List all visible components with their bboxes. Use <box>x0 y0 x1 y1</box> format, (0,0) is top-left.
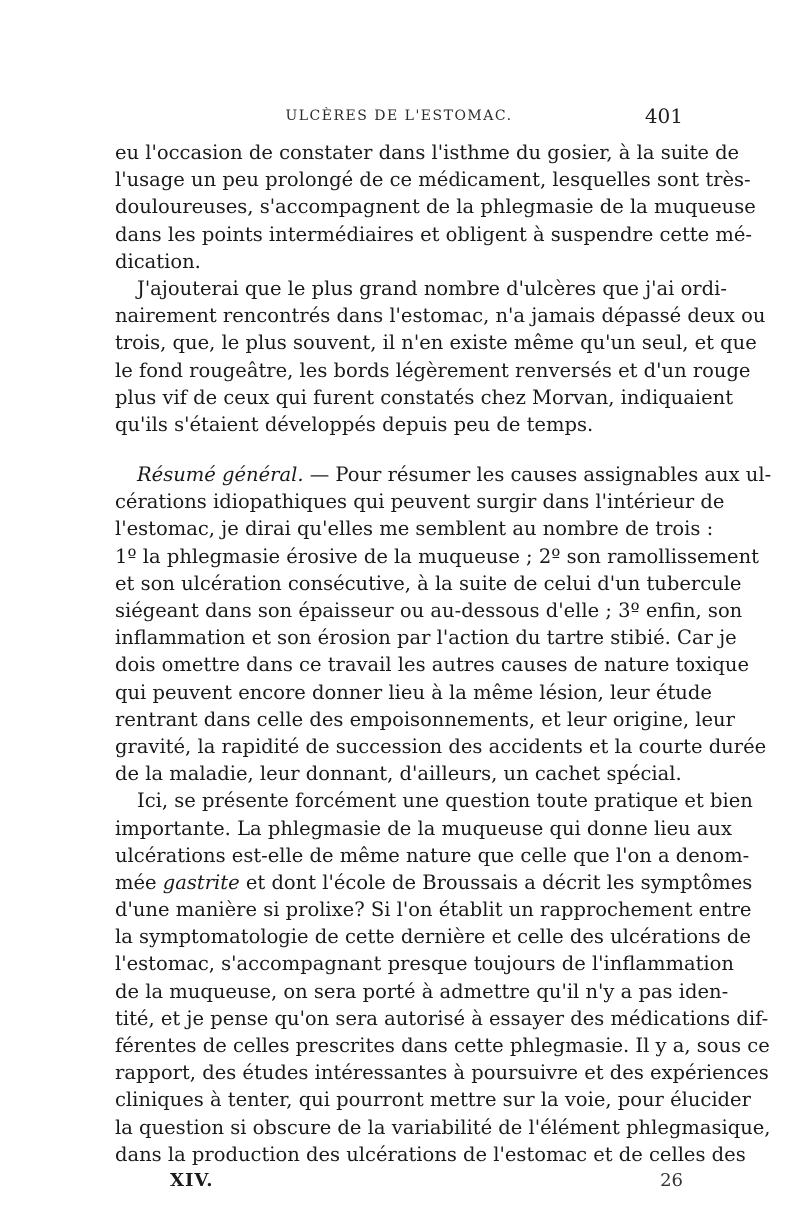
paragraph-3 <box>115 461 772 787</box>
text-line: la question si obscure de la variabilité de l'élément phlegmasique, <box>115 1115 771 1139</box>
text-line: dois omettre dans ce travail les autres causes de nature toxique <box>115 653 749 677</box>
text-line: eu l'occasion de constater dans l'isthme du gosier, à la suite de <box>115 141 740 164</box>
text-line: qu'ils s'étaient développés depuis peu de temps. <box>115 412 594 436</box>
text-line <box>115 869 753 896</box>
text-line: plus vif de ceux qui furent constatés chez Morvan, indiquaient <box>115 385 734 409</box>
text-line: la symptomatologie de cette dernière et celle des ulcérations de <box>115 925 751 949</box>
signature-mark: XIV. <box>170 1170 214 1191</box>
text-line: qui peuvent encore donner lieu à la même lésion, leur étude <box>115 680 712 704</box>
page-number: 401 <box>644 104 683 128</box>
text-line: Ici, se présente forcément une question toute pratique et bien <box>137 789 753 813</box>
paragraph-4 <box>115 787 771 1168</box>
text-line: gravité, la rapidité de succession des accidents et la courte durée <box>115 734 767 758</box>
text-line: de la muqueuse, on sera porté à admettre qu'il n'y a pas iden- <box>115 979 729 1003</box>
text-line: le fond rougeâtre, les bords légèrement renversés et d'un rouge <box>115 358 751 382</box>
text-line: cérations idiopathiques qui peuvent surgir dans l'intérieur de <box>115 490 725 514</box>
text-line: importante. La phlegmasie de la muqueuse qui donne lieu aux <box>115 816 732 840</box>
text-line: J'ajouterai que le plus grand nombre d'ulcères que j'ai ordi- <box>137 276 727 300</box>
text-line <box>115 461 772 488</box>
page-footer <box>115 1170 683 1198</box>
text-segment: — Pour résumer les causes assignables aux ul- <box>303 463 772 487</box>
section-spacer <box>115 438 683 461</box>
text-line: nairement rencontrés dans l'estomac, n'a jamais dépassé deux ou <box>115 304 766 328</box>
text-line: siégeant dans son épaisseur ou au-dessous d'elle ; 3º enfin, son <box>115 599 743 622</box>
paragraph-1 <box>115 139 756 275</box>
text-segment: et dont l'école de Broussais a décrit les symptômes <box>239 870 753 894</box>
text-line: d'une manière si prolixe? Si l'on établit un rapprochement entre <box>115 898 752 922</box>
text-segment: mée <box>115 870 163 894</box>
running-title: ULCÈRES DE L'ESTOMAC. <box>285 108 513 124</box>
running-head <box>115 104 683 132</box>
text-line: dans la production des ulcérations de l'estomac et de celles des <box>115 1142 746 1166</box>
text-line: trois, que, le plus souvent, il n'en existe même qu'un seul, et que <box>115 331 757 355</box>
text-line: 1º la phlegmasie érosive de la muqueuse ; 2º son ramollissement <box>115 544 759 568</box>
text-line: dans les points intermédiaires et obligent à suspendre cette mé- <box>115 222 752 246</box>
text-line: douloureuses, s'accompagnent de la phlegmasie de la muqueuse <box>115 195 756 219</box>
text-line: l'usage un peu prolongé de ce médicament, lesquelles sont très- <box>115 168 751 192</box>
text-line: l'estomac, je dirai qu'elles me semblent au nombre de trois : <box>115 517 714 541</box>
italic-term: gastrite <box>162 870 240 894</box>
text-line: et son ulcération consécutive, à la suite de celui d'un tubercule <box>115 571 742 595</box>
text-line: de la maladie, leur donnant, d'ailleurs, un cachet spécial. <box>115 762 682 786</box>
body-text <box>115 139 772 1168</box>
text-line: ulcérations est-elle de même nature que celle que l'on a denom- <box>115 843 750 867</box>
paragraph-2 <box>115 275 766 438</box>
text-line: férentes de celles prescrites dans cette phlegmasie. Il y a, sous ce <box>115 1034 770 1057</box>
text-line: inflammation et son érosion par l'action du tartre stibié. Car je <box>115 626 737 650</box>
text-line: rentrant dans celle des empoisonnements, et leur origine, leur <box>115 707 735 731</box>
section-lead-in: Résumé général. <box>137 463 304 487</box>
text-line: dication. <box>115 249 201 273</box>
text-line: l'estomac, s'accompagnant presque toujours de l'inflammation <box>115 952 734 976</box>
sheet-number: 26 <box>660 1170 683 1191</box>
text-line: tité, et je pense qu'on sera autorisé à essayer des médications dif- <box>115 1006 769 1030</box>
text-line: cliniques à tenter, qui pourront mettre sur la voie, pour élucider <box>115 1088 751 1112</box>
text-line: rapport, des études intéressantes à poursuivre et des expériences <box>115 1061 769 1085</box>
